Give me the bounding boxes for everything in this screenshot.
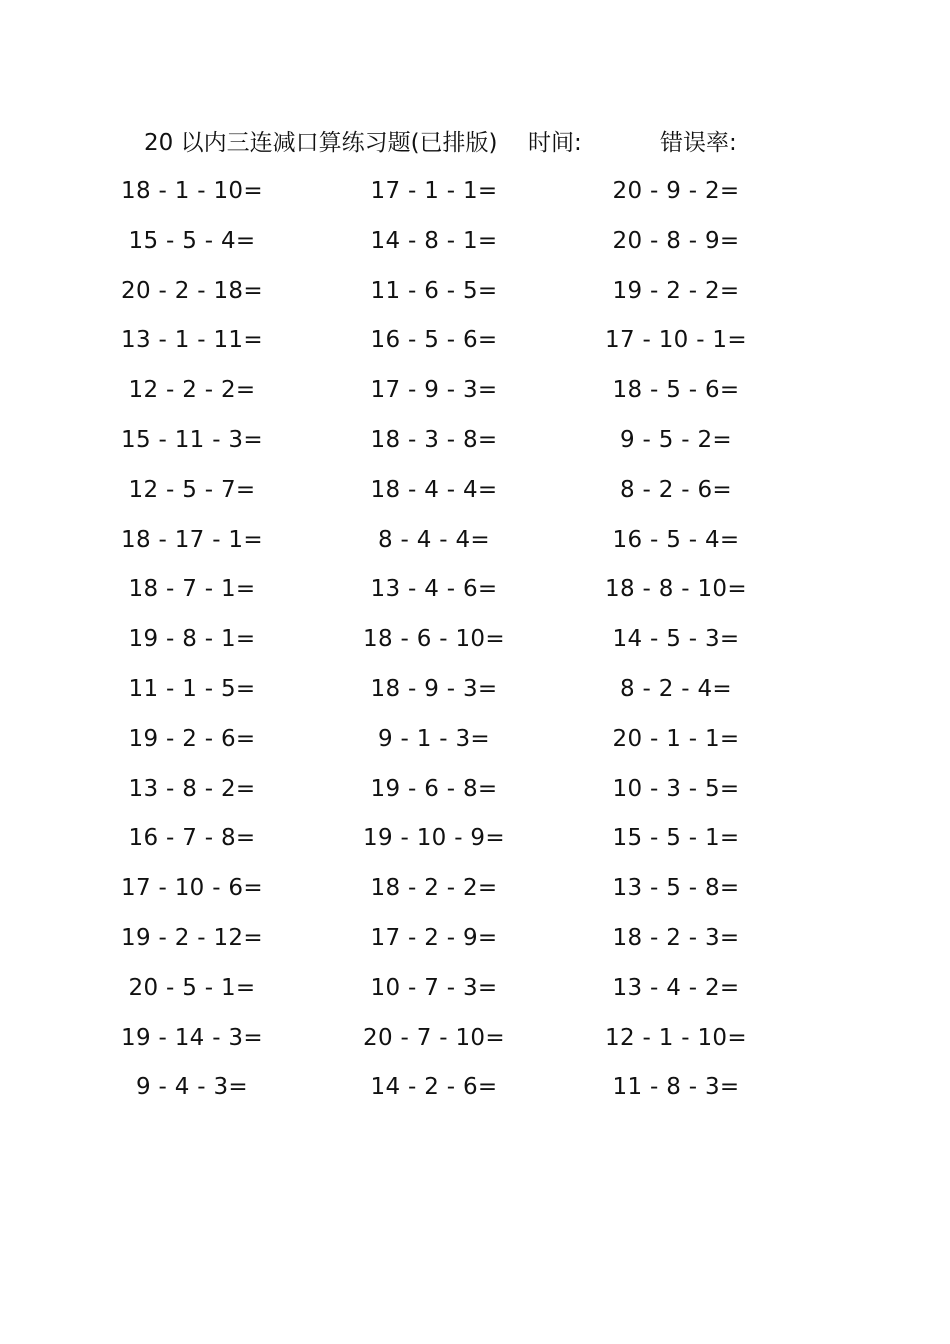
problem-column-2 (334, 174, 534, 1120)
time-label: 时间: (528, 130, 582, 156)
math-problem: 20 - 7 - 10= (363, 1024, 505, 1051)
math-problem: 19 - 2 - 6= (128, 725, 256, 752)
math-problem: 18 - 8 - 10= (605, 576, 747, 603)
math-problem: 20 - 2 - 18= (121, 277, 263, 304)
math-problem: 18 - 4 - 4= (370, 476, 498, 503)
math-problem: 17 - 10 - 6= (121, 875, 263, 902)
math-problem: 13 - 4 - 6= (370, 576, 498, 603)
math-problem: 15 - 5 - 1= (612, 825, 740, 852)
math-problem: 16 - 5 - 6= (370, 327, 498, 354)
math-problem: 18 - 6 - 10= (363, 626, 505, 653)
math-problem: 11 - 8 - 3= (612, 1074, 740, 1101)
math-problem: 18 - 9 - 3= (370, 675, 498, 702)
math-problem: 12 - 1 - 10= (605, 1024, 747, 1051)
math-problem: 17 - 10 - 1= (605, 327, 747, 354)
math-problem: 19 - 2 - 2= (612, 277, 740, 304)
math-problem: 9 - 1 - 3= (377, 725, 490, 752)
math-problem: 20 - 8 - 9= (612, 227, 740, 254)
math-problem: 19 - 2 - 12= (121, 924, 263, 951)
math-problem: 20 - 9 - 2= (612, 178, 740, 204)
math-problem: 13 - 1 - 11= (121, 327, 263, 354)
math-problem: 9 - 4 - 3= (135, 1074, 248, 1101)
math-problem: 8 - 4 - 4= (377, 526, 490, 553)
math-problem: 15 - 11 - 3= (121, 426, 263, 453)
worksheet-title: 20 以内三连减口算练习题(已排版) (144, 130, 498, 156)
math-problem: 14 - 5 - 3= (612, 626, 740, 653)
math-problem: 17 - 1 - 1= (370, 178, 498, 204)
problem-column-3 (576, 174, 776, 1120)
math-problem: 19 - 6 - 8= (370, 775, 498, 802)
math-problem: 14 - 2 - 6= (370, 1074, 498, 1101)
problem-column-1 (92, 174, 292, 1120)
math-problem: 18 - 5 - 6= (612, 377, 740, 404)
math-problem: 16 - 7 - 8= (128, 825, 256, 852)
math-problem: 12 - 5 - 7= (128, 476, 256, 503)
math-problem: 18 - 3 - 8= (370, 426, 498, 453)
math-problem: 16 - 5 - 4= (612, 526, 740, 553)
math-problem: 11 - 1 - 5= (128, 675, 256, 702)
math-problem: 17 - 2 - 9= (370, 924, 498, 951)
math-problem: 18 - 2 - 2= (370, 875, 498, 902)
math-problem: 10 - 7 - 3= (370, 974, 498, 1001)
math-problem: 13 - 5 - 8= (612, 875, 740, 902)
math-problem: 18 - 2 - 3= (612, 924, 740, 951)
math-problem: 13 - 8 - 2= (128, 775, 256, 802)
math-problem: 11 - 6 - 5= (370, 277, 498, 304)
math-problem: 19 - 14 - 3= (121, 1024, 263, 1051)
math-problem: 18 - 1 - 10= (121, 178, 263, 204)
math-problem: 9 - 5 - 2= (619, 426, 732, 453)
math-problem: 18 - 17 - 1= (121, 526, 263, 553)
math-problem: 8 - 2 - 6= (619, 476, 732, 503)
math-problem: 18 - 7 - 1= (128, 576, 256, 603)
math-problem: 19 - 10 - 9= (363, 825, 505, 852)
math-problem: 19 - 8 - 1= (128, 626, 256, 653)
math-problem: 14 - 8 - 1= (370, 227, 498, 254)
worksheet-header (0, 126, 950, 160)
math-problem: 15 - 5 - 4= (128, 227, 256, 254)
error-rate-label: 错误率: (660, 130, 737, 156)
math-problem: 10 - 3 - 5= (612, 775, 740, 802)
math-problem: 17 - 9 - 3= (370, 377, 498, 404)
math-problem: 8 - 2 - 4= (619, 675, 732, 702)
math-problem: 20 - 5 - 1= (128, 974, 256, 1001)
math-problem: 12 - 2 - 2= (128, 377, 256, 404)
math-problem: 20 - 1 - 1= (612, 725, 740, 752)
math-problem: 13 - 4 - 2= (612, 974, 740, 1001)
